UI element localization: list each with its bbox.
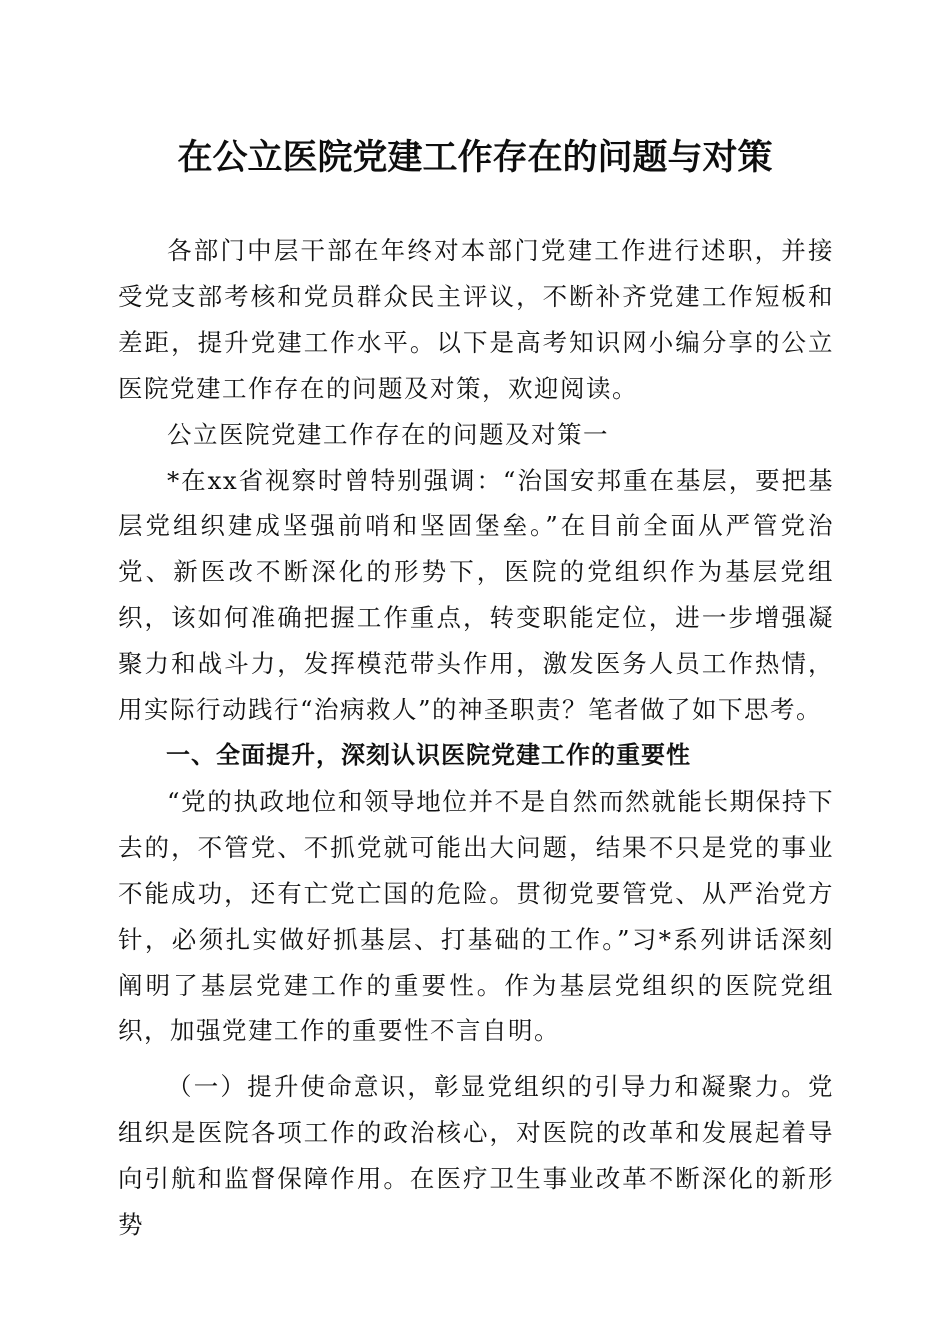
section-heading-1: 一、全面提升，深刻认识医院党建工作的重要性 <box>166 740 691 769</box>
quote-paragraph: *在xx省视察时曾特别强调：“治国安邦重在基层，要把基层党组织建成坚强前哨和坚固堡垒。”在目前全面从严管党治党、新医改不断深化的形势下，医院的党组织作为基层党组织，该如何准确把握工作重点，转变职能定位，进一步增强凝聚力和战斗力，发挥模范带头作用，激发医务人员工作热情，用实际行动践行“治病救人”的神圣职责？笔者做了如下思考。 <box>118 465 834 725</box>
subsection-paragraph-1: （一）提升使命意识，彰显党组织的引导力和凝聚力。党组织是医院各项工作的政治核心，对医院的改革和发展起着导向引航和监督保障作用。在医疗卫生事业改革不断深化的新形势 <box>118 1072 834 1240</box>
document-title: 在公立医院党建工作存在的问题与对策 <box>177 137 773 178</box>
section-subtitle: 公立医院党建工作存在的问题及对策一 <box>167 419 609 449</box>
document-body <box>118 228 834 1248</box>
importance-paragraph: “党的执政地位和领导地位并不是自然而然就能长期保持下去的，不管党、不抓党就可能出大问题，结果不只是党的事业不能成功，还有亡党亡国的危险。贯彻党要管党、从严治党方针，必须扎实做好抓基层、打基础的工作。”习*系列讲话深刻阐明了基层党建工作的重要性。作为基层党组织的医院党组织，加强党建工作的重要性不言自明。 <box>118 786 834 1046</box>
intro-paragraph: 各部门中层干部在年终对本部门党建工作进行述职，并接受党支部考核和党员群众民主评议，不断补齐党建工作短板和差距，提升党建工作水平。以下是高考知识网小编分享的公立医院党建工作存在的问题及对策，欢迎阅读。 <box>118 236 834 403</box>
